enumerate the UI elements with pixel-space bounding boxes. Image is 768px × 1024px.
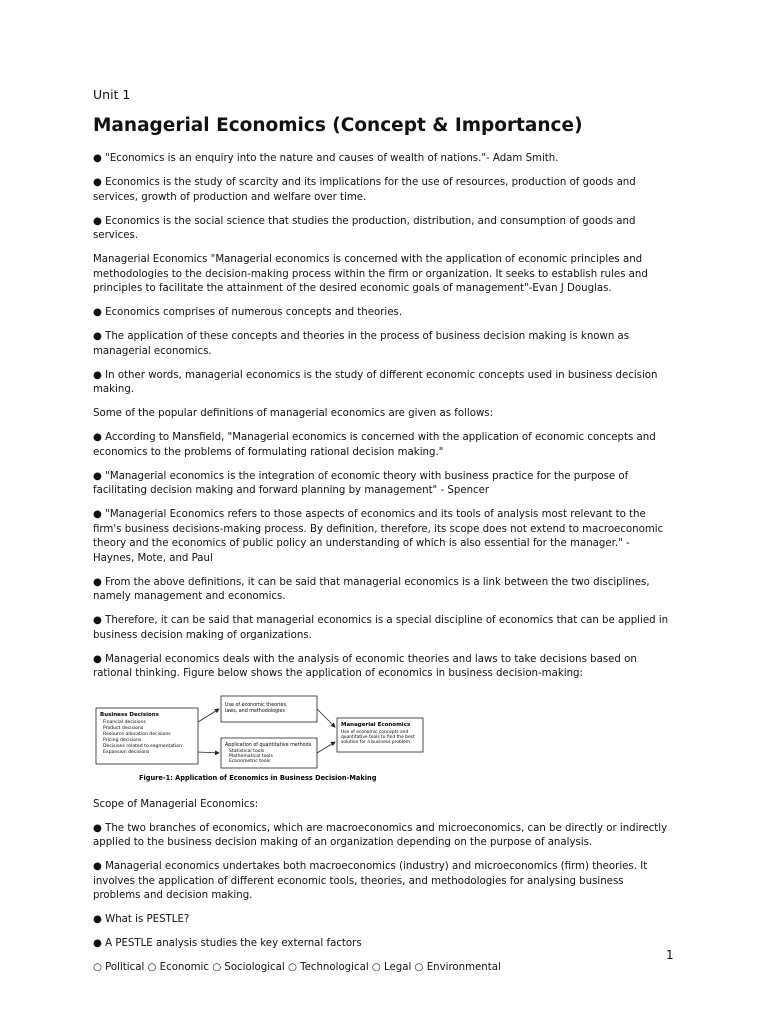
- bd-item: Financial decisions: [103, 719, 146, 725]
- paragraph: ● "Economics is an enquiry into the nature and causes of wealth of nations."- Adam Smith.: [93, 153, 559, 164]
- paragraph: ● From the above definitions, it can be said that managerial economics is a link between the two disciplines, namely management and economics.: [93, 576, 650, 602]
- paragraph: ● "Managerial economics is the integration of economic theory with business practice for the purpose of facilitating decision making and forward planning by management" - Spencer: [93, 470, 629, 496]
- paragraph: ● Economics is the study of scarcity and its implications for the use of resources, production of goods and services, growth of production and welfare over time.: [93, 177, 636, 203]
- paragraph: Managerial Economics "Managerial economics is concerned with the application of economic principles and methodologies to the decision-making process within the firm or organization. It seeks to establish rules and principles to facilitate the attainment of the desired economic goals of management"-Evan J Douglas.: [93, 254, 648, 294]
- paragraph: ● Economics comprises of numerous concepts and theories.: [93, 307, 403, 318]
- bottom-box-item: Statistical tools: [229, 748, 265, 754]
- paragraph: ● In other words, managerial economics is the study of different economic concepts used in business decision making.: [93, 369, 658, 395]
- page-number: 1: [666, 948, 674, 962]
- paragraph: ● The application of these concepts and theories in the process of business decision making is known as managerial economics.: [93, 331, 630, 357]
- bd-item: Resource allocation decisions: [103, 731, 171, 737]
- arrow: [317, 742, 335, 753]
- paragraph: ● Managerial economics undertakes both macroeconomics (industry) and microeconomics (firm) theories. It involves the application of different economic tools, theories, and methodologies for analysing business problems and decision making.: [93, 861, 648, 901]
- paragraph: ● According to Mansfield, "Managerial economics is concerned with the application of economic concepts and economics to the problems of formulating rational decision making.": [93, 432, 656, 458]
- figure-diagram: [93, 692, 425, 784]
- top-box-line: laws, and methodologies: [225, 708, 285, 714]
- paragraph: Some of the popular definitions of managerial economics are given as follows:: [93, 408, 494, 419]
- managerial-line: quantitative tools to find the best: [341, 734, 415, 740]
- paragraph: ● Economics is the social science that studies the production, distribution, and consumption of goods and services.: [93, 215, 636, 241]
- bd-item: Product decisions: [103, 725, 144, 731]
- business-decisions-title: Business Decisions: [100, 711, 159, 718]
- bottom-box-line: Application of quantitative methods: [225, 742, 312, 748]
- page-title: Managerial Economics (Concept & Importance): [93, 115, 583, 136]
- arrow: [198, 752, 219, 753]
- arrow: [198, 709, 219, 722]
- figure-caption: Figure-1: Application of Economics in Business Decision-Making: [139, 773, 377, 782]
- bd-item: Pricing decisions: [103, 737, 142, 743]
- decision-making-figure: [93, 692, 425, 784]
- managerial-title: Managerial Economics: [341, 721, 411, 728]
- top-box-line: Use of economic theories,: [225, 702, 288, 708]
- managerial-line: Use of economic concepts and: [341, 729, 409, 735]
- bd-item: Decisions related to segmentation: [103, 743, 182, 749]
- paragraph: ● What is PESTLE?: [93, 914, 190, 925]
- section-heading: Scope of Managerial Economics:: [93, 798, 259, 810]
- bottom-box-item: Mathematical tools: [229, 753, 273, 759]
- paragraph: ● Managerial economics deals with the analysis of economic theories and laws to take decisions based on rational thinking. Figure below shows the application of economics in business decision-making:: [93, 653, 637, 679]
- managerial-line: solution for a business problem: [341, 739, 411, 745]
- bottom-box-item: Econometric tools: [229, 758, 271, 764]
- document-page: [93, 86, 673, 976]
- pestle-factors: ○ Political ○ Economic ○ Sociological ○ Technological ○ Legal ○ Environmental: [93, 962, 501, 973]
- paragraph: ● The two branches of economics, which are macroeconomics and microeconomics, can be directly or indirectly applied to the business decision making of an organization depending on the purpose of analysis.: [93, 822, 668, 848]
- paragraph: ● A PESTLE analysis studies the key external factors: [93, 938, 362, 949]
- bd-item: Expansion decisions: [103, 749, 150, 755]
- unit-label: Unit 1: [93, 87, 131, 102]
- arrow: [317, 709, 335, 727]
- paragraph: ● "Managerial Economics refers to those aspects of economics and its tools of analysis most relevant to the firm's business decisions-making process. By definition, therefore, its scope does not extend to macroeconomic theory and the economics of public policy an understanding of which is also essential for the manager." - Haynes, Mote, and Paul: [93, 509, 664, 564]
- paragraph: ● Therefore, it can be said that managerial economics is a special discipline of economics that can be applied in business decision making of organizations.: [93, 615, 669, 641]
